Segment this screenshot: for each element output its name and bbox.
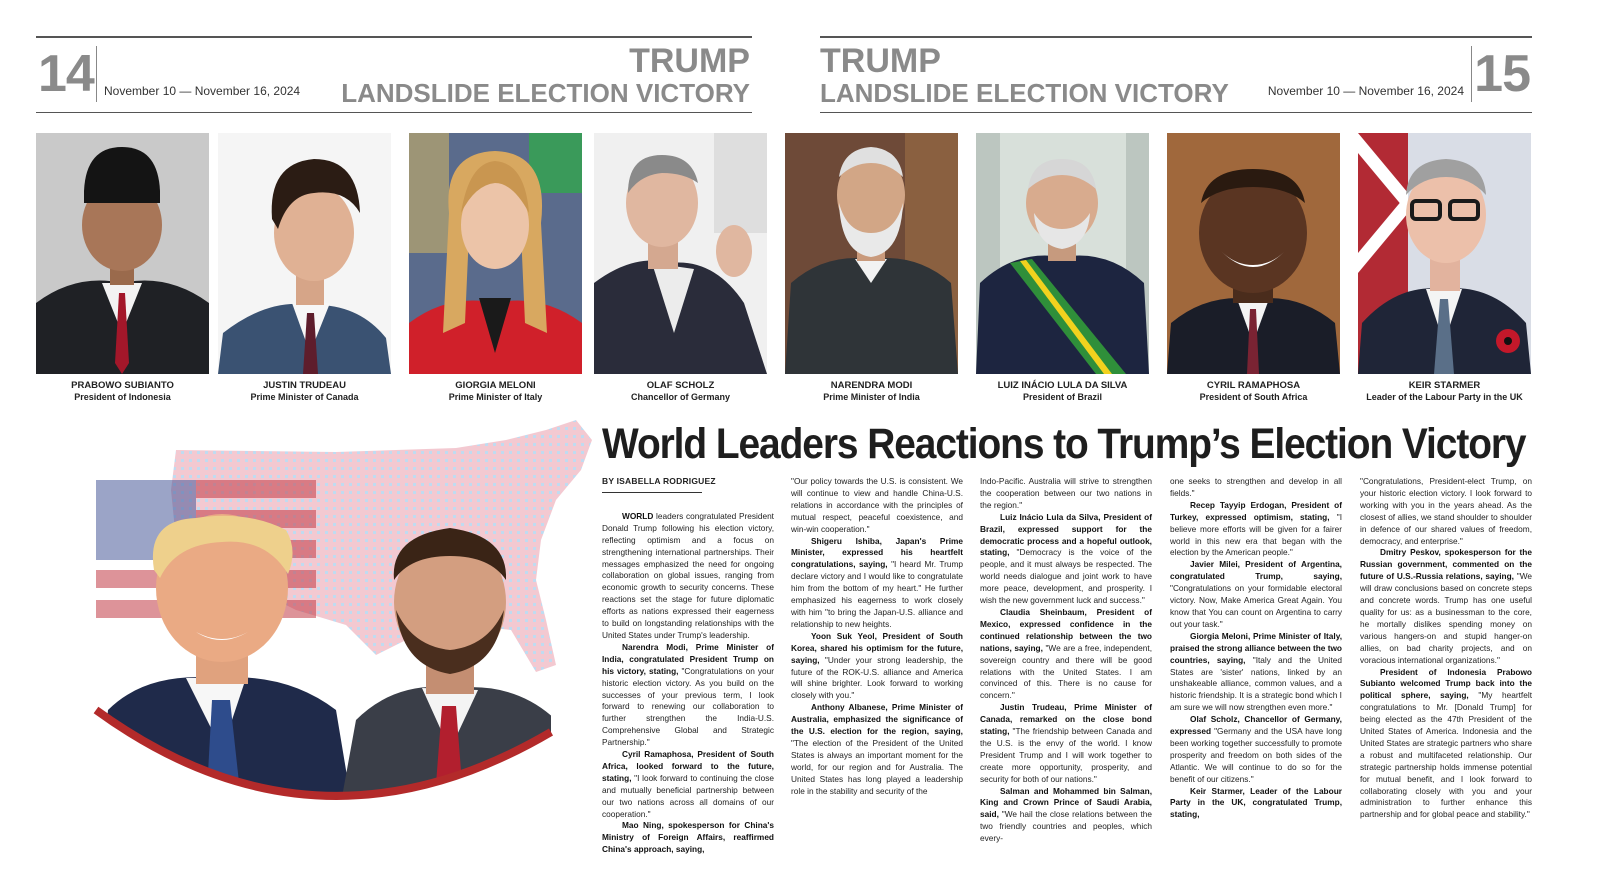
- lead-word: WORLD: [622, 510, 654, 521]
- article-text: "We will draw conclusions based on concrete steps and concrete words. Trump has one useful quality for us: as a businessman to the core, he mortally dislikes spending money on various hangers-on and stupid hanger-on allies, on bad charity projects, and on voracious international organizations.": [1360, 571, 1533, 665]
- article-body: [602, 476, 1533, 855]
- section-title: TRUMP: [629, 42, 750, 80]
- issue-date: November 10 — November 16, 2024: [1267, 84, 1464, 98]
- speaker-intro: Anthony Albanese, Prime Minister of Australia, emphasized the significance of the U.S. election for the region, saying,: [791, 702, 963, 737]
- article-column: [980, 476, 1152, 845]
- byline-rule: [602, 492, 702, 493]
- byline: BY ISABELLA RODRIGUEZ: [602, 476, 716, 486]
- speaker-intro: Luiz Inácio Lula da Silva, President of Brazil, expressed support for the democratic process and a hopeful outlook, stating,: [980, 511, 1152, 558]
- leader-photo: [409, 133, 582, 374]
- leader-card: [218, 133, 391, 402]
- speaker-intro: Yoon Suk Yeol, President of South Korea, shared his optimism for the future, saying,: [791, 630, 963, 665]
- leader-name: JUSTIN TRUDEAU: [263, 380, 346, 391]
- leader-name: KEIR STARMER: [1408, 380, 1481, 391]
- article-column: [1170, 476, 1342, 821]
- leader-name: GIORGIA MELONI: [455, 380, 536, 391]
- article-text: "Italy and the United States are 'sister' nations, linked by an unshakeable alliance, common values, and a historic friendship. It is a strategic bond which I am sure we will now strengthen even more.": [1170, 654, 1343, 713]
- speaker-intro: Mao Ning, spokesperson for China's Ministry of Foreign Affairs, reaffirmed China's approach, saying,: [602, 820, 774, 855]
- section-subtitle: LANDSLIDE ELECTION VICTORY: [820, 78, 1229, 108]
- leader-name: NARENDRA MODI: [830, 380, 913, 391]
- leader-name: PRABOWO SUBIANTO: [71, 380, 174, 391]
- leader-role: Chancellor of Germany: [630, 392, 731, 402]
- leader-name: CYRIL RAMAPHOSA: [1206, 380, 1301, 391]
- page-number: 15: [1474, 45, 1530, 103]
- speaker-intro: Cyril Ramaphosa, President of South Africa, looked forward to the future, stating,: [602, 749, 774, 783]
- speaker-intro: Claudia Sheinbaum, President of Mexico, expressed confidence in the continued relationship between the two nations, saying,: [980, 606, 1152, 653]
- article-text: "The election of the President of the United States is always an important moment for the world, for our region and for Australia. The United States has long played a leadership role in the stability and security of the: [791, 737, 963, 796]
- speaker-intro: Shigeru Ishiba, Japan's Prime Minister, expressed his heartfelt congratulations, saying,: [791, 535, 963, 570]
- issue-date: November 10 — November 16, 2024: [104, 84, 301, 98]
- leader-card: [785, 133, 958, 402]
- leader-role: Prime Minister of Canada: [250, 392, 359, 402]
- article-text: one seeks to strengthen and develop in all fields.": [1170, 476, 1342, 498]
- leader-photo: [976, 133, 1149, 374]
- leader-card: [1358, 133, 1531, 402]
- article-text: "I believe more efforts will be given for a fairer world in this new era that began with the election by the American people.": [1170, 511, 1342, 558]
- article-text: "Under your strong leadership, the future of the ROK-U.S. alliance and America will shine brighter. Look forward to working closely with you.": [791, 654, 963, 701]
- article-text: "Congratulations, President-elect Trump, on your historic election victory. I look forward to working with you in the years ahead. As the closest of allies, we stand shoulder to shoulder in defence of our shared values of freedom, democracy, and enterprise.": [1360, 476, 1532, 546]
- leader-role: President of Brazil: [1022, 392, 1103, 402]
- leader-photo: [785, 133, 958, 374]
- article-text: "Democracy is the voice of the people, and it must always be respected. The world needs dialogue and joint work to have more peace, development, and prosperity. I wish the new government luck and success.": [980, 547, 1152, 606]
- leader-photo: [1358, 133, 1531, 374]
- leader-photo: [1167, 133, 1340, 374]
- leader-card: [976, 133, 1149, 402]
- article-text: "Congratulations on your historic election victory. As you build on the successes of your previous term, I look forward to renewing our collaboration to further strengthen the India-U.S. Comprehensive Global and Strategic Partnership.": [602, 665, 774, 748]
- header-divider: [1471, 46, 1472, 102]
- page-header-right: [820, 36, 1532, 113]
- article-column: [1360, 476, 1532, 821]
- leader-card: [1167, 133, 1340, 402]
- article-text: "Congratulations on your formidable electoral victory. Now, Make America Great Again. You know that You can count on Argentina to carry out your task.": [1170, 583, 1342, 629]
- article-text: "My heartfelt congratulations to Mr. [Donald Trump] for being elected as the 47th President of the United States of America. Indonesia and the United States are strategic partners who share a robust and multifaceted relationship. Our strategic partnership holds immense potential for mutual benefit, and I look forward to collaborating closely with you and your administration to further enhance this partnership and for global peace and stability.": [1360, 690, 1532, 820]
- article-text: "The friendship between Canada and the U.S. is the envy of the world. I know President Trump and I will work together to create more opportunity, prosperity, and security for both of our nations.": [980, 726, 1152, 784]
- speaker-intro: Narendra Modi, Prime Minister of India, congratulated President Trump on his victory, stating,: [602, 641, 774, 676]
- leader-card: [409, 133, 582, 402]
- leader-name: OLAF SCHOLZ: [646, 380, 715, 391]
- speaker-intro: Olaf Scholz, Chancellor of Germany, expressed: [1170, 714, 1342, 737]
- leader-photo: [218, 133, 391, 374]
- leader-role: President of Indonesia: [74, 392, 171, 402]
- speaker-intro: President of Indonesia Prabowo Subianto welcomed Trump back into the political sphere, saying,: [1360, 666, 1532, 701]
- speaker-intro: Keir Starmer, Leader of the Labour Party in the UK, congratulated Trump, stating,: [1170, 785, 1342, 820]
- leader-name: LUIZ INÁCIO LULA DA SILVA: [997, 380, 1128, 391]
- article-text: "I look forward to continuing the close and mutually beneficial partnership between our two nations across all domains of our cooperation.": [602, 772, 774, 819]
- leader-role: Prime Minister of India: [823, 392, 920, 402]
- leader-card: [594, 133, 767, 402]
- article-text: "We are a free, independent, sovereign country and there will be good relations with the United States. I am convinced of this. There is no cause for concern.": [980, 642, 1153, 701]
- leader-role: Leader of the Labour Party in the UK: [1366, 392, 1523, 402]
- speaker-intro: Giorgia Meloni, Prime Minister of Italy, praised the strong alliance between the two countries, saying,: [1170, 630, 1342, 665]
- article-headline: World Leaders Reactions to Trump’s Election Victory: [602, 420, 1526, 468]
- speaker-intro: Javier Milei, President of Argentina, congratulated Trump, saying,: [1170, 559, 1342, 582]
- speaker-intro: Recep Tayyip Erdogan, President of Turkey, expressed optimism, stating,: [1170, 499, 1342, 522]
- article-text: "Our policy towards the U.S. is consistent. We will continue to view and handle China-U.S. relations in accordance with the principles of mutual respect, peaceful coexistence, and win-win cooperation.": [791, 476, 963, 534]
- leader-card: [36, 133, 209, 402]
- leader-role: Prime Minister of Italy: [448, 392, 543, 402]
- leader-photo: [594, 133, 767, 374]
- article-column: [602, 476, 774, 856]
- section-title: TRUMP: [820, 42, 941, 80]
- article-column: [791, 476, 963, 797]
- page-header-left: [36, 36, 752, 113]
- page-number: 14: [38, 45, 94, 103]
- header-divider: [96, 46, 97, 102]
- article-text: "Germany and the USA have long been working together successfully to promote prosperity and freedom on both sides of the Atlantic. We will continue to do so for the benefit of our citizens.": [1170, 726, 1342, 784]
- speaker-intro: Justin Trudeau, Prime Minister of Canada, remarked on the close bond stating,: [980, 702, 1152, 737]
- speaker-intro: Dmitry Peskov, spokesperson for the Russian government, commented on the future of U.S.-Russia relations, saying,: [1360, 547, 1532, 582]
- speaker-intro: Salman and Mohammed bin Salman, King and Crown Prince of Saudi Arabia, said,: [980, 785, 1152, 820]
- article-text: "I heard Mr. Trump declare victory and I would like to congratulate him from the bottom of my heart." He further emphasized his eagerness to work closely with him "to bring the Japan-U.S. alliance and relationship to new heights.: [791, 559, 963, 629]
- article-text: "We hail the close relations between the two friendly countries and peoples, which every-: [980, 809, 1152, 844]
- article-text: Indo-Pacific. Australia will strive to strengthen the cooperation between our two nations in the region.": [980, 476, 1152, 510]
- hero-image: [36, 410, 596, 830]
- section-subtitle: LANDSLIDE ELECTION VICTORY: [341, 78, 750, 108]
- article-text: leaders congratulated President Donald Trump following his election victory, reflecting optimism and a focus on strengthening international partnerships. Their messages emphasized the need for ongoing collaboration on global issues, ranging from economic growth to security concerns. These reactions set the stage for future diplomatic efforts as nations expressed their eagerness to build on longstanding relationships with the United States under Trump's leadership.: [602, 510, 774, 640]
- leader-role: President of South Africa: [1199, 392, 1308, 402]
- leader-photo: [36, 133, 209, 374]
